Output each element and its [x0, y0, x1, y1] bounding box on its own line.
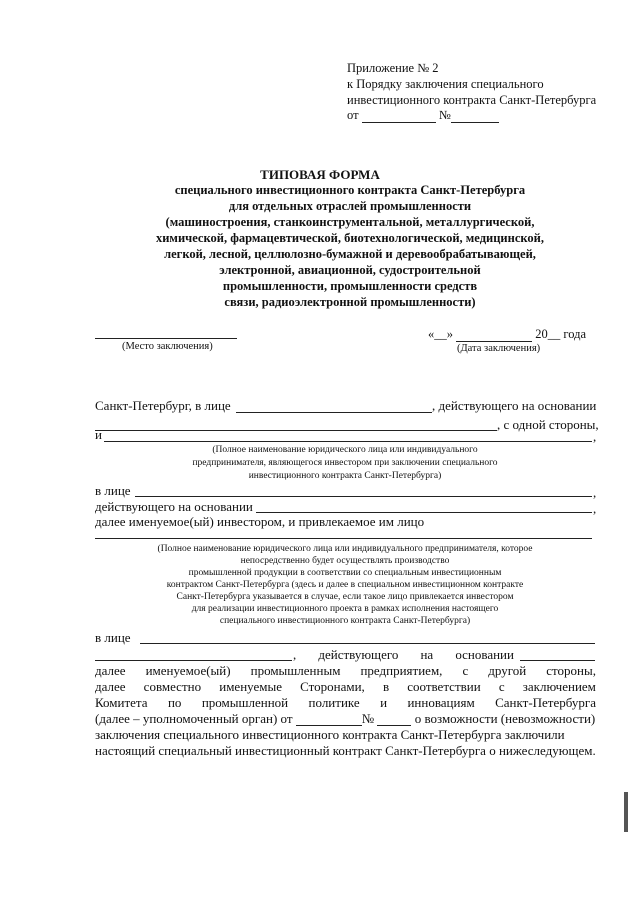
producer-note-6: для реализации инвестиционного проекта в рамках исполнения настоящего — [191, 604, 499, 614]
producer-note-3: промышленной продукции в соответствии со специальным инвестиционным — [188, 568, 502, 578]
in-person-1: в лице — [95, 483, 131, 498]
row2-word: именуемые — [219, 679, 282, 694]
row3-word: политике — [308, 695, 360, 710]
appendix-line-2: к Порядку заключения специального — [347, 77, 544, 91]
conclusion-date-blank — [296, 712, 362, 726]
row1-word: стороны, — [546, 663, 596, 678]
investor-note-2: предпринимателя, являющегося инвестором при заключении специального — [192, 458, 498, 468]
row3-word: и — [380, 695, 388, 710]
body-row-5: заключения специального инвестиционного контракта Санкт-Петербурга заключили — [95, 727, 565, 742]
producer-name-blank — [95, 538, 592, 539]
producer-note-5: Санкт-Петербурга указывается в случае, если такое лицо привлекается инвестором — [176, 592, 514, 602]
date-year: 20__ года — [535, 327, 586, 341]
basis-blank-2 — [256, 512, 592, 513]
row3-word: по — [167, 695, 182, 710]
date-line — [428, 328, 586, 342]
row2-word: заключением — [522, 679, 596, 694]
producer-representative-blank-2 — [95, 660, 292, 661]
row2-word: с — [498, 679, 505, 694]
body-row-4 — [95, 712, 595, 726]
row4-text-b: о возможности (невозможности) — [414, 711, 596, 726]
title-line-2: для отдельных отраслей промышленности — [228, 199, 472, 213]
form-title: ТИПОВАЯ ФОРМА — [260, 167, 380, 182]
row1-word: именуемое(ый) — [145, 663, 231, 678]
acting-basis-3 — [293, 648, 514, 661]
conclusion-number-blank — [377, 712, 411, 726]
date-month-blank — [456, 328, 532, 342]
one-side-text: , с одной стороны, — [497, 417, 599, 432]
body-row-3 — [95, 696, 596, 709]
title-line-7: промышленности, промышленности средств — [222, 279, 478, 293]
row2-word: совместно — [143, 679, 202, 694]
row2-word: Сторонами, — [300, 679, 365, 694]
investor-note-3: инвестиционного контракта Санкт-Петербурга) — [248, 471, 442, 481]
row3-word: инновациям — [407, 695, 475, 710]
row1-word: предприятием, — [360, 663, 443, 678]
title-line-1: специального инвестиционного контракта Санкт-Петербурга — [174, 183, 526, 197]
body-row-2 — [95, 680, 596, 693]
appendix-number-blank — [451, 109, 499, 123]
appendix-line-1: Приложение № 2 — [347, 61, 439, 75]
body-row-6: настоящий специальный инвестиционный контракт Санкт-Петербурга о нижеследующем. — [95, 743, 596, 758]
comma-3: , — [593, 501, 597, 516]
comma-2: , — [593, 485, 597, 500]
row3-word: Комитета — [95, 695, 148, 710]
basis-blank-3 — [520, 660, 595, 661]
comma-1: , — [593, 429, 597, 444]
body-row-1 — [95, 664, 596, 677]
producer-note-1: (Полное наименование юридического лица или индивидуального предпринимателя, которое — [157, 544, 533, 554]
producer-note-4: контрактом Санкт-Петербурга (здесь и далее в специальном инвестиционном контракте — [166, 580, 524, 590]
investor-named-text: далее именуемое(ый) инвестором, и привлекаемое им лицо — [95, 514, 425, 529]
title-line-8: связи, радиоэлектронной промышленности) — [224, 295, 476, 309]
place-blank — [95, 338, 237, 339]
investor-representative-blank — [135, 496, 592, 497]
row1-word: далее — [95, 663, 126, 678]
row2-word: далее — [95, 679, 126, 694]
producer-representative-blank — [140, 643, 595, 644]
title-line-5: легкой, лесной, целлюлозно-бумажной и деревообрабатывающей, — [164, 247, 536, 261]
basis-blank-1 — [95, 430, 497, 431]
acting-word-2: на — [420, 647, 434, 662]
row2-word: соответствии — [407, 679, 481, 694]
appendix-line-4 — [347, 109, 499, 123]
row2-word: в — [382, 679, 390, 694]
acting-word-3: основании — [455, 647, 514, 662]
investor-note-1: (Полное наименование юридического лица или индивидуального — [212, 445, 478, 455]
acting-word-1: действующего — [318, 647, 399, 662]
in-person-2: в лице — [95, 630, 131, 645]
row1-word: с — [462, 663, 469, 678]
representative-blank — [236, 412, 432, 413]
appendix-number-label: № — [438, 108, 451, 122]
investor-name-blank — [104, 441, 592, 442]
row3-word: Санкт-Петербурга — [495, 695, 596, 710]
date-day: «__» — [428, 327, 453, 341]
row3-word: промышленной — [201, 695, 289, 710]
date-caption: (Дата заключения) — [457, 343, 541, 354]
place-caption: (Место заключения) — [122, 341, 213, 352]
producer-note-2: непосредственно будет осуществлять производство — [240, 556, 450, 566]
acting-basis-1: , действующего на основании — [432, 398, 597, 413]
acting-comma: , — [293, 647, 297, 662]
appendix-line-3: инвестиционного контракта Санкт-Петербурга — [347, 93, 597, 107]
appendix-from-label: от — [347, 108, 359, 122]
title-line-3: (машиностроения, станкоинструментальной, металлургической, — [165, 215, 535, 229]
row4-text-a: (далее – уполномоченный орган) от — [95, 711, 293, 726]
acting-basis-2: действующего на основании — [95, 499, 253, 514]
scan-edge-mark — [624, 792, 628, 832]
spb-in-person: Санкт-Петербург, в лице — [95, 398, 231, 413]
row1-word: другой — [488, 663, 527, 678]
producer-note-7: специального инвестиционного контракта Санкт-Петербурга) — [219, 616, 471, 626]
row1-word: промышленным — [250, 663, 341, 678]
and-text: и — [95, 427, 102, 442]
title-line-6: электронной, авиационной, судостроительной — [219, 263, 481, 277]
title-line-4: химической, фармацевтической, биотехнологической, медицинской, — [155, 231, 544, 245]
appendix-date-blank — [362, 109, 436, 123]
row4-number-label: № — [361, 711, 375, 726]
